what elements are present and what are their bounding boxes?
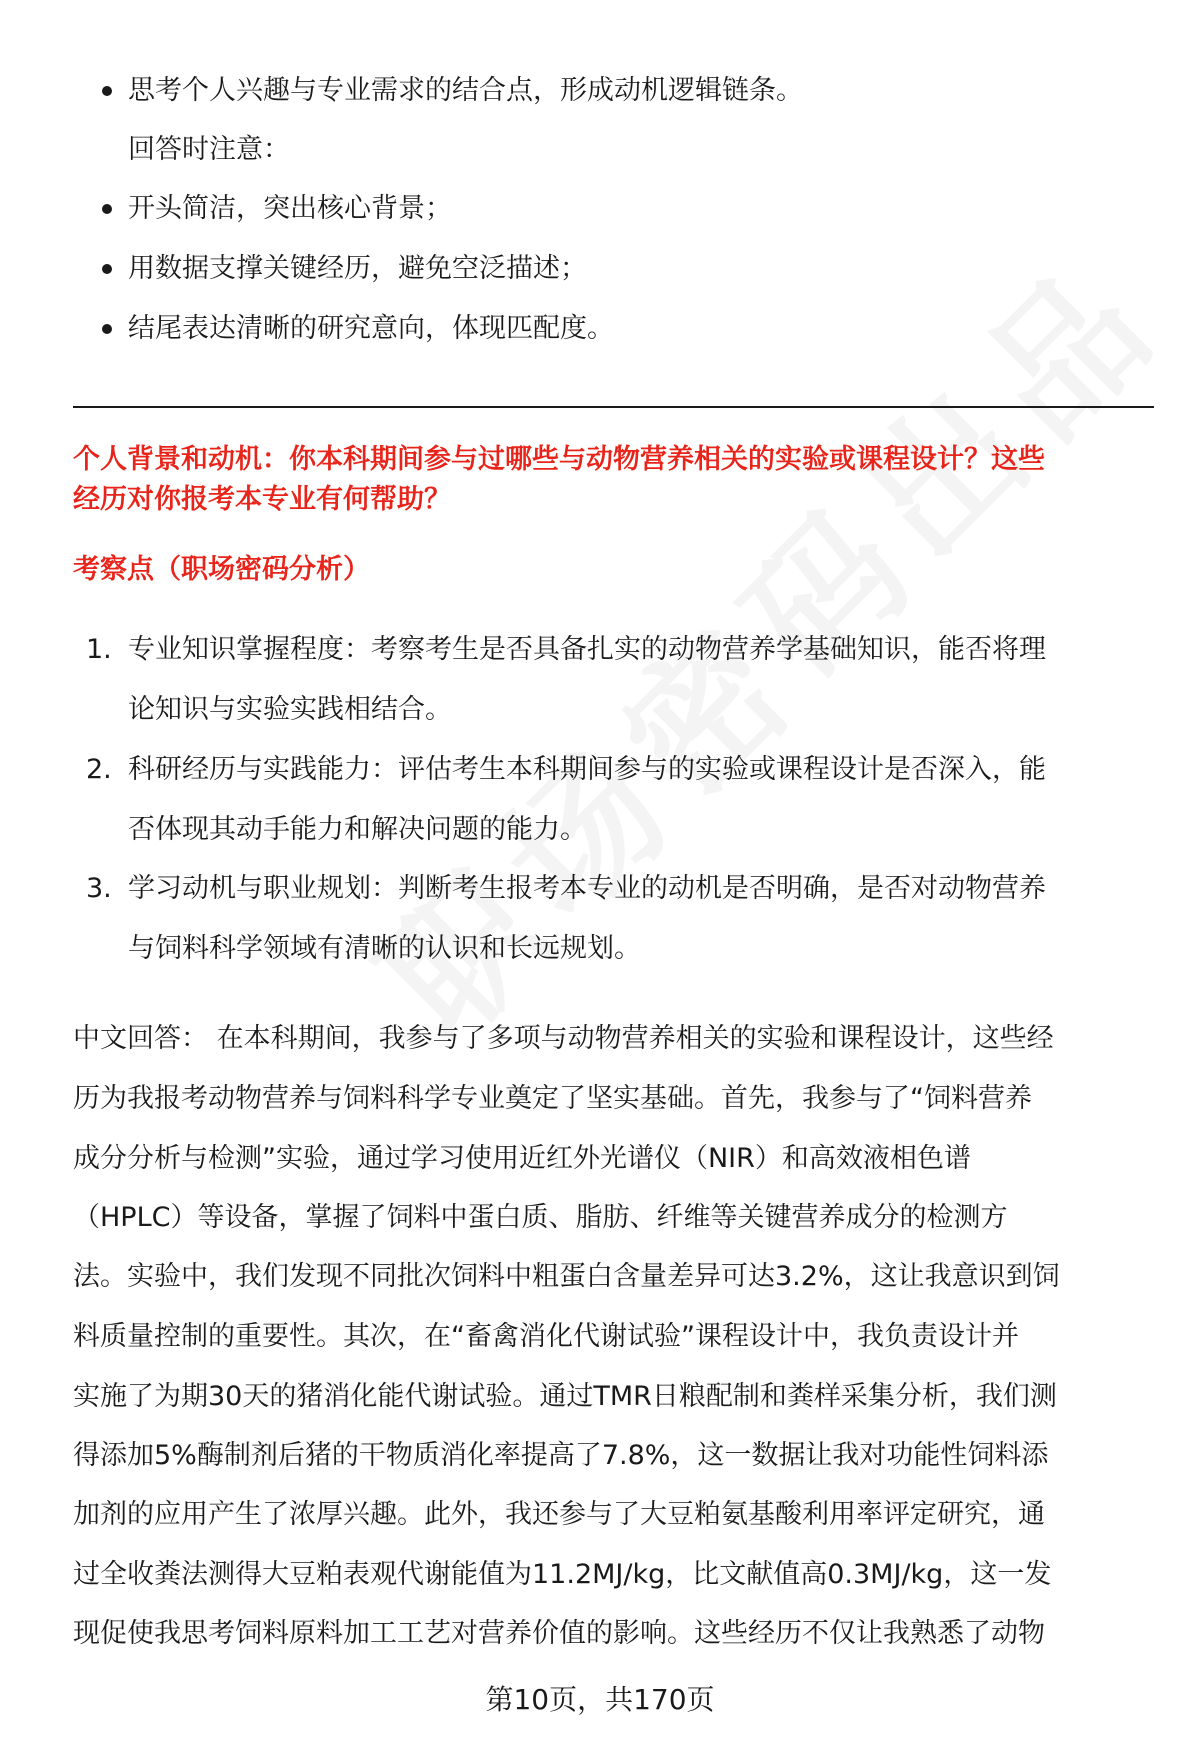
answer-paragraph-line: 过全收粪法测得大豆粕表观代谢能值为11.2MJ/kg，比文献值高0.3MJ/kg，这一发 [73,1559,1052,1590]
exam-point-text: 科研经历与实践能力：评估考生本科期间参与的实验或课程设计是否深入，能 [128,754,1046,785]
answer-paragraph-line: 历为我报考动物营养与饲料科学专业奠定了坚实基础。首先，我参与了“饲料营养 [73,1083,1032,1114]
bullet-icon [102,204,112,214]
exam-points-title: 考察点（职场密码分析） [73,554,370,585]
answer-paragraph-line: 现促使我思考饲料原料加工工艺对营养价值的影响。这些经历不仅让我熟悉了动物 [73,1618,1045,1649]
answer-paragraph-line: 得添加5%酶制剂后猪的干物质消化率提高了7.8%，这一数据让我对功能性饲料添 [73,1440,1049,1471]
list-number: 1. [86,634,112,665]
answer-paragraph-line: （HPLC）等设备，掌握了饲料中蛋白质、脂肪、纤维等关键营养成分的检测方 [73,1202,1008,1233]
bullet-icon [102,324,112,334]
exam-point-text: 论知识与实验实践相结合。 [128,694,452,725]
intro-bullet-text: 思考个人兴趣与专业需求的结合点，形成动机逻辑链条。 [128,75,803,106]
exam-point-text: 与饲料科学领域有清晰的认识和长远规划。 [128,933,641,964]
answer-note-label: 回答时注意： [128,134,290,165]
bullet-icon [102,86,112,96]
page-footer: 第10页，共170页 [485,1683,715,1716]
exam-point-text: 专业知识掌握程度：考察考生是否具备扎实的动物营养学基础知识，能否将理 [128,634,1046,665]
question-heading-line: 经历对你报考本专业有何帮助？ [73,484,451,515]
answer-paragraph-line: 加剂的应用产生了浓厚兴趣。此外，我还参与了大豆粕氨基酸利用率评定研究，通 [73,1499,1045,1530]
exam-point-text: 学习动机与职业规划：判断考生报考本专业的动机是否明确，是否对动物营养 [128,873,1046,904]
answer-bullet-text: 用数据支撑关键经历，避免空泛描述； [128,253,587,284]
answer-bullet-text: 开头简洁，突出核心背景； [128,193,452,224]
list-number: 3. [86,873,112,904]
answer-paragraph-line: 料质量控制的重要性。其次，在“畜禽消化代谢试验”课程设计中，我负责设计并 [73,1321,1019,1352]
question-heading-line: 个人背景和动机：你本科期间参与过哪些与动物营养相关的实验或课程设计？这些 [73,444,1045,475]
answer-paragraph-line: 成分分析与检测”实验，通过学习使用近红外光谱仪（NIR）和高效液相色谱 [73,1143,971,1174]
exam-point-text: 否体现其动手能力和解决问题的能力。 [128,814,587,845]
answer-bullet-text: 结尾表达清晰的研究意向，体现匹配度。 [128,313,614,344]
section-divider [73,406,1154,408]
answer-paragraph-line: 实施了为期30天的猪消化能代谢试验。通过TMR日粮配制和粪样采集分析，我们测 [73,1381,1057,1412]
list-number: 2. [86,754,112,785]
answer-paragraph-line: 中文回答： 在本科期间，我参与了多项与动物营养相关的实验和课程设计，这些经 [73,1023,1054,1054]
answer-paragraph-line: 法。实验中，我们发现不同批次饲料中粗蛋白含量差异可达3.2%，这让我意识到饲 [73,1261,1060,1292]
bullet-icon [102,264,112,274]
